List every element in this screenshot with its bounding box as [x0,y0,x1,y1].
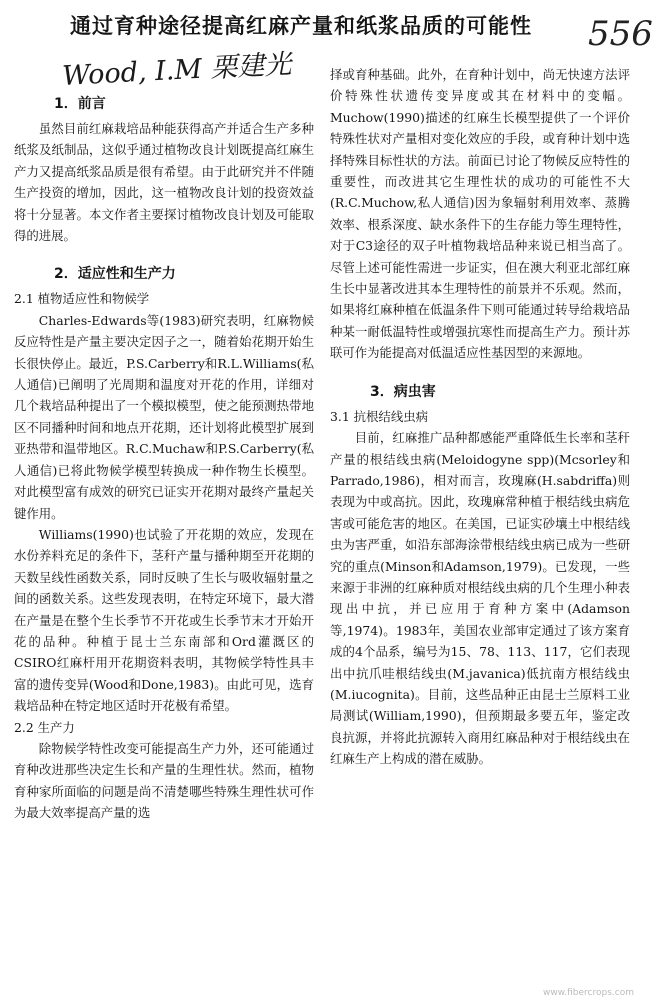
section-2-2-heading: 2.2 生产力 [14,719,75,735]
paper-title: 通过育种途径提高红麻产量和纸浆品质的可能性 [70,14,532,38]
section-2-2-paragraph: 除物候学特性改变可能提高生产力外，还可能通过育种改进那些决定生长和产量的生理性状。然而，植物育种家所面临的问题是尚不清楚哪些特殊生理性状可作为最大效率提高产量的选 [14,740,314,821]
handwritten-page-number: 556 [588,14,653,54]
continued-paragraph: 择或育种基础。此外，在育种计划中，尚无快速方法评价特殊性状遗传变异度或其在材料中的变幅。Muchow(1990)描述的红麻生长模型提供了一个评价特殊性状对产量相对变化效应的手段，或育种计划中选择特殊目标性状的方法。前面已讨论了物候反应特性的重要性，而改进其它生理性状的成功的可能性不大(R.C.Muchow,私人通信)因为象辐射利用效率、蒸腾效率、根系深度、缺水条件下的生存能力等生理特性，对于C3途径的双子叶植物栽培品种来说已相当高了。尽管上述可能性需进一步证实，但在澳大利亚北部红麻生长中显著改进其本生理特性的前景并不乐观。然而，如果将红麻种植在低温条件下则可能通过转导给栽培品种某一耐低温特性或增强抗寒性而提高生产力。预计苏联可作为能提高对低温适应性基因型的来源地。 [330,67,630,361]
section-2-1-paragraph-2: Williams(1990)也试验了开花期的效应，发现在水份养料充足的条件下，茎秆产量与播种期至开花期的天数呈线性函数关系，同时反映了生长与吸收辐射量之间的函数关系。这些发现表明，在特定环境下，最大潜在产量是在整个生长季节不开花或生长季节末才开始开花的品种。种植于昆士兰东南部和Ord灌溉区的CSIRO红麻杆用开花期资料表明，其物候学特性具丰富的遗传变异(Wood和Done,1983)。由此可见，选育栽培品种在特定地区适时开花极有希望。 [14,526,314,714]
handwritten-authors: Wood, I.M 栗建光 [61,49,293,92]
section-2-1-heading: 2.1 植物适应性和物候学 [14,291,150,307]
section-3-1-heading: 3.1 抗根结线虫病 [330,408,428,424]
right-column [330,64,630,770]
section-1-heading: 1．前言 [54,96,106,112]
section-2-1-paragraph-1: Charles-Edwards等(1983)研究表明，红麻物候反应特性是产量主要决定因子之一，随着始花期开始生长很快停止。最近，P.S.Carberry和R.L.Williams(私人通信)已阐明了光周期和温度对开花的作用，详细对几个栽培品种提出了一个模拟模型，使之能预测热带地区不同播种时间和地点开花期，还计划将此模型扩展到亚热带和温带地区。R.C.Muchaw和P.S.Carberry(私人通信)已将此物候学模型转换成一种作物生长模型。对此模型富有成效的研究已证实开花期对最终产量起关键作用。 [14,312,314,521]
section-1-paragraph: 虽然目前红麻栽培品种能获得高产并适合生产多种纸浆及纸制品，这似乎通过植物改良计划既提高红麻生产力又提高纸浆品质是很有希望。由于此研究并不伴随生产投资的增加，因此，这一植物改良计划的投资效益将十分显著。本文作者主要探讨植物改良计划及可能取得的进展。 [14,121,314,244]
section-3-heading: 3．病虫害 [370,383,436,400]
section-3-1-paragraph: 目前，红麻推广品种都感能严重降低生长率和茎秆产量的根结线虫病(Meloidogyne spp)(Mcsorley和Parrado,1986)，相对而言，玫瑰麻(H.sabdriffa)则表现为中或高抗。因此，玫瑰麻常种植于根结线虫病危害或可能危害的地区。在美国，已证实砂壤土中根结线虫为害严重，如沿东部海涂带根结线虫病已成为一些研究的重点(Minson和Adamson,1979)。已发现，一些来源于非洲的红麻种质对根结线虫病的几个生理小种表现出中抗，并已应用于育种方案中(Adamson等,1974)。1983年，美国农业部审定通过了该方案育成的4个品系，编号为15、78、113、117，它们表现出中抗爪哇根结线虫(M.javanica)低抗南方根结线虫(M.iucognita)。目前，这些品种正由昆士兰原料工业局测试(William,1990)，但预期最多要五年，鉴定改良抗源，并将此抗源转入商用红麻品种对于根结线虫在红麻生产上构成的潜在威胁。 [330,430,630,767]
watermark-url: www.fibercrops.com [543,988,634,998]
section-2-heading: 2．适应性和生产力 [54,266,176,283]
left-column [14,90,314,824]
